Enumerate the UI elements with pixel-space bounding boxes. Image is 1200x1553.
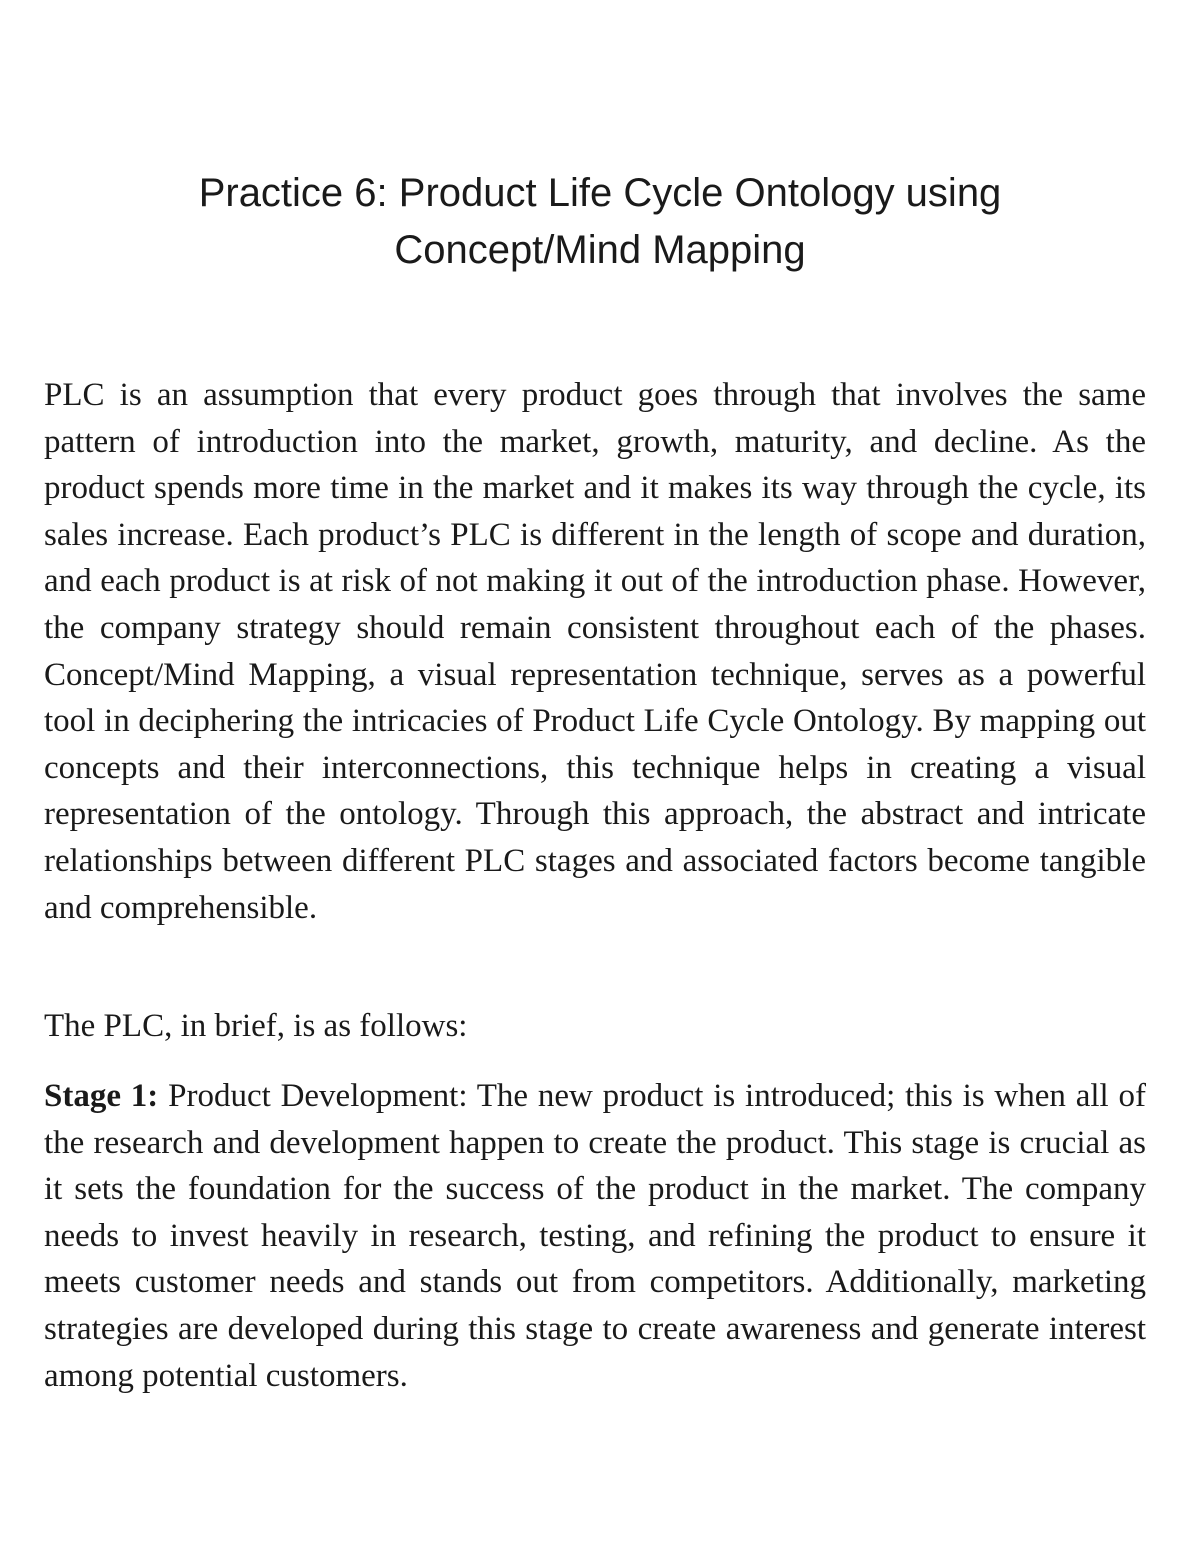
intro-paragraph: PLC is an assumption that every product goes through that involves the same pattern of introduction into the market, growth, maturity, and decline. As the product spends more time in the market and it makes its way through the cycle, its sales increase. Each product’s PLC is different in the length of scope and duration, and each product is at risk of not making it out of the introduction phase. However, the company strategy should remain consistent throughout each of the phases. Concept/Mind Mapping, a visual representation technique, serves as a powerful tool in deciphering the intricacies of Product Life Cycle Ontology. By mapping out concepts and their interconnections, this technique helps in creating a visual representation of the ontology. Through this approach, the abstract and intricate relationships between different PLC stages and associated factors become tangible and comprehensible.	[44, 377, 1146, 926]
stage-1-paragraph	[44, 1073, 1146, 1399]
document-title: Practice 6: Product Life Cycle Ontology using Concept/Mind Mapping	[198, 171, 1002, 272]
stage-1-text: Product Development: The new product is introduced; this is when all of the research and development happen to create the product. This stage is crucial as it sets the foundation for the success of the product in the market. The company needs to invest heavily in research, testing, and refining the product to ensure it meets customer needs and stands out from competitors. Additionally, marketing strategies are developed during this stage to create awareness and generate interest among potential customers.	[44, 1078, 1146, 1394]
stage-1-label: Stage 1:	[44, 1078, 159, 1114]
plc-brief-paragraph: The PLC, in brief, is as follows:	[44, 1008, 468, 1044]
